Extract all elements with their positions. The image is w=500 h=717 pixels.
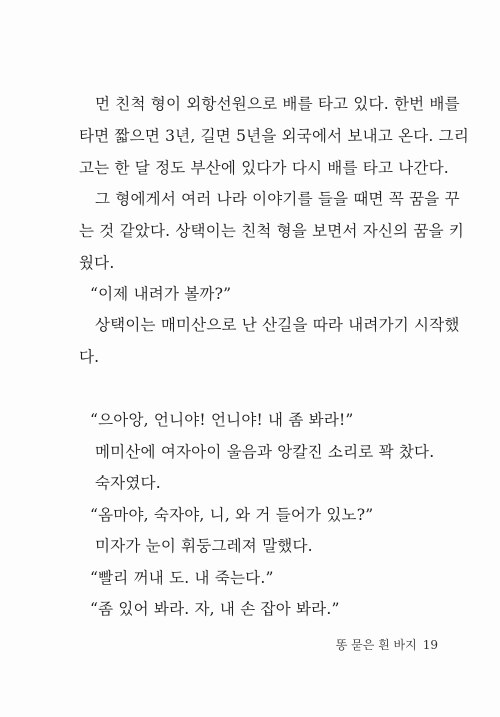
body-line: 타면 짧으면 3년, 길면 5년을 외국에서 보내고 온다. 그리 [79, 127, 470, 145]
body-line: 그 형에게서 여러 나라 이야기를 들을 때면 꼭 꿈을 꾸 [95, 190, 460, 208]
body-line: 는 것 같았다. 상택이는 친척 형을 보면서 자신의 꿈을 키 [79, 222, 465, 240]
body-line: 웠다. [79, 254, 115, 272]
body-line: “빨리 꺼내 도. 내 죽는다.” [90, 569, 274, 587]
body-line: 숙자였다. [95, 474, 161, 492]
body-line: “옴마야, 숙자야, 니, 와 거 들어가 있노?” [90, 506, 374, 524]
book-title: 똥 묻은 흰 바지 [335, 638, 417, 652]
body-line: 먼 친척 형이 외항선원으로 배를 타고 있다. 한번 배를 [95, 95, 460, 113]
body-line: 고는 한 달 정도 부산에 있다가 다시 배를 타고 나간다. [79, 159, 449, 177]
body-line: “으아앙, 언니야! 언니야! 내 좀 봐라!” [90, 411, 354, 429]
page-number: 19 [422, 638, 438, 652]
body-line: “좀 있어 봐라. 자, 내 손 잡아 봐라.” [90, 600, 340, 618]
body-line: 메미산에 여자아이 울음과 앙칼진 소리로 꽉 찼다. [95, 443, 435, 461]
running-footer [336, 637, 438, 653]
body-line: 다. [79, 348, 100, 366]
body-line: 미자가 눈이 휘둥그레져 말했다. [95, 537, 313, 555]
body-line: 상택이는 매미산으로 난 산길을 따라 내려가기 시작했 [95, 316, 460, 334]
body-line: “이제 내려가 볼까?” [90, 285, 232, 303]
